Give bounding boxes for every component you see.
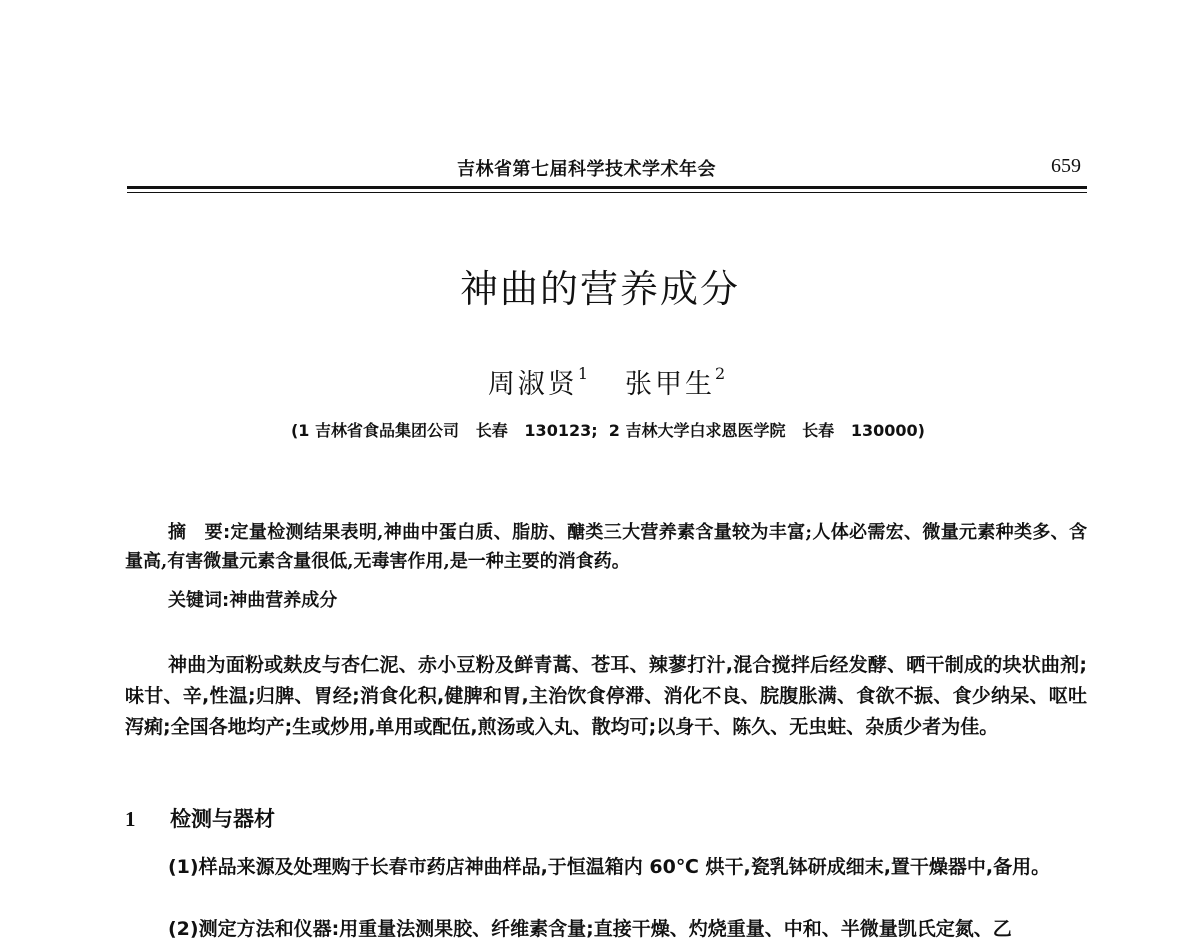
author-affiliation-mark: 2 xyxy=(715,364,729,383)
page-number: 659 xyxy=(1051,155,1081,177)
author-name: 周淑贤 xyxy=(487,369,578,400)
article-title: 神曲的营养成分 xyxy=(459,267,740,311)
keywords xyxy=(168,586,337,615)
author-list xyxy=(0,362,1200,401)
author-affiliation-mark: 1 xyxy=(577,364,591,383)
affiliation-line: (1 吉林省食品集团公司 长春 130123; 2 吉林大学白求恩医学院 长春 130000) xyxy=(290,421,925,440)
abstract-label: 摘 要: xyxy=(168,522,231,543)
journal-name: 吉林省第七届科学技术学术年会 xyxy=(457,159,716,180)
header-rule-thick xyxy=(127,186,1087,189)
body-paragraph: (1)样品来源及处理购于长春市药店神曲样品,于恒温箱内 60℃ 烘干,瓷乳钵研成细末,置干燥器中,备用。 xyxy=(168,856,1051,878)
intro-paragraph: 神曲为面粉或麸皮与杏仁泥、赤小豆粉及鲜青蒿、苍耳、辣蓼打汁,混合搅拌后经发酵、晒干制成的块状曲剂;味甘、辛,性温;归脾、胃经;消食化积,健脾和胃,主治饮食停滞、消化不良、脘腹胀满、食欲不振、食少纳呆、呕吐泻痢;全国各地均产;生或炒用,单用或配伍,煎汤或入丸、散均可;以身干、陈久、无虫蛀、杂质少者为佳。 xyxy=(125,654,1087,738)
keywords-text: 神曲营养成分 xyxy=(229,590,338,611)
author-name: 张甲生 xyxy=(625,369,715,400)
section-number: 1 xyxy=(125,807,136,831)
running-header xyxy=(127,155,1087,183)
section-title: 检测与器材 xyxy=(170,807,275,831)
abstract xyxy=(125,518,1087,576)
header-rule-thin xyxy=(127,192,1087,193)
abstract-text: 定量检测结果表明,神曲中蛋白质、脂肪、醣类三大营养素含量较为丰富;人体必需宏、微量元素种类多、含量高,有害微量元素含量很低,无毒害作用,是一种主要的消食药。 xyxy=(125,522,1088,572)
section-heading xyxy=(125,803,275,833)
body-paragraph: (2)测定方法和仪器:用重量法测果胶、纤维素含量;直接干燥、灼烧重量、中和、半微量凯氏定氮、乙 xyxy=(168,918,1012,940)
keywords-label: 关键词: xyxy=(168,590,230,611)
